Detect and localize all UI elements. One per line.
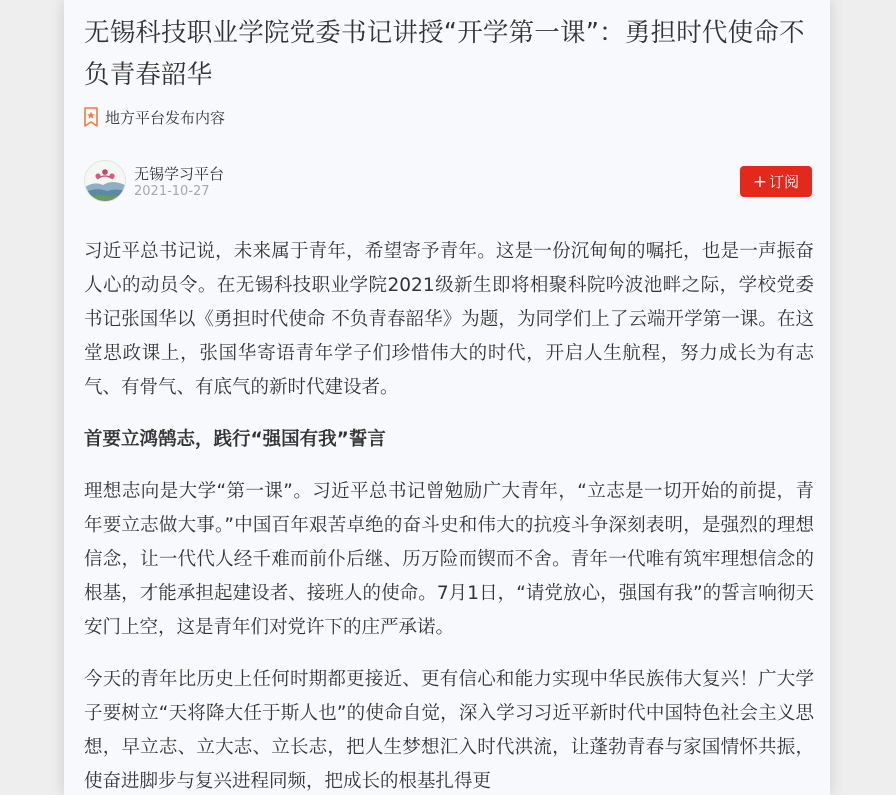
author-avatar[interactable]	[84, 160, 126, 202]
paragraph: 理想志向是大学“第一课”。习近平总书记曾勉励广大青年，“立志是一切开始的前提，青年要立志做大事。”中国百年艰苦卓绝的奋斗史和伟大的抗疫斗争深刻表明，是强烈的理想信念，让一代代人经千难而前仆后继、历万险而锲而不舍。青年一代唯有筑牢理想信念的根基，才能承担起建设者、接班人的使命。7月1日，“请党放心，强国有我”的誓言响彻天安门上空，这是青年们对党许下的庄严承诺。	[84, 481, 814, 638]
author-name[interactable]: 无锡学习平台	[134, 165, 225, 183]
publish-date: 2021-10-27	[134, 184, 210, 199]
subscribe-label: 订阅	[769, 173, 800, 191]
plus-icon: +	[752, 171, 768, 192]
article-title: 无锡科技职业学院党委书记讲授“开学第一课”：勇担时代使命不负青春韶华	[84, 18, 805, 90]
article-body	[84, 235, 814, 795]
star-badge-icon	[84, 107, 98, 127]
paragraph: 习近平总书记说，未来属于青年，希望寄予青年。这是一份沉甸甸的嘱托，也是一声振奋人心的动员令。在无锡科技职业学院2021级新生即将相聚科院吟波池畔之际，学校党委书记张国华以《勇担时代使命 不负青春韶华》为题，为同学们上了云端开学第一课。在这堂思政课上，张国华寄语青年学子们珍惜伟大的时代，开启人生航程，努力成长为有志气、有骨气、有底气的新时代建设者。	[84, 241, 814, 398]
section-heading: 首要立鸿鹄志，践行“强国有我”誓言	[84, 429, 386, 450]
author-info	[84, 160, 812, 204]
source-tag	[84, 106, 225, 128]
subscribe-button[interactable]	[740, 166, 812, 197]
source-tag-label: 地方平台发布内容	[105, 108, 226, 127]
paragraph: 今天的青年比历史上任何时期都更接近、更有信心和能力实现中华民族伟大复兴！广大学子要树立“天将降大任于斯人也”的使命自觉，深入学习习近平新时代中国特色社会主义思想，早立志、立大志、立长志，把人生梦想汇入时代洪流，让蓬勃青春与家国情怀共振，使奋进脚步与复兴进程同频，把成长的根基扎得更	[84, 669, 814, 792]
landscape-logo-avatar	[85, 161, 125, 201]
article-card	[64, 0, 830, 795]
